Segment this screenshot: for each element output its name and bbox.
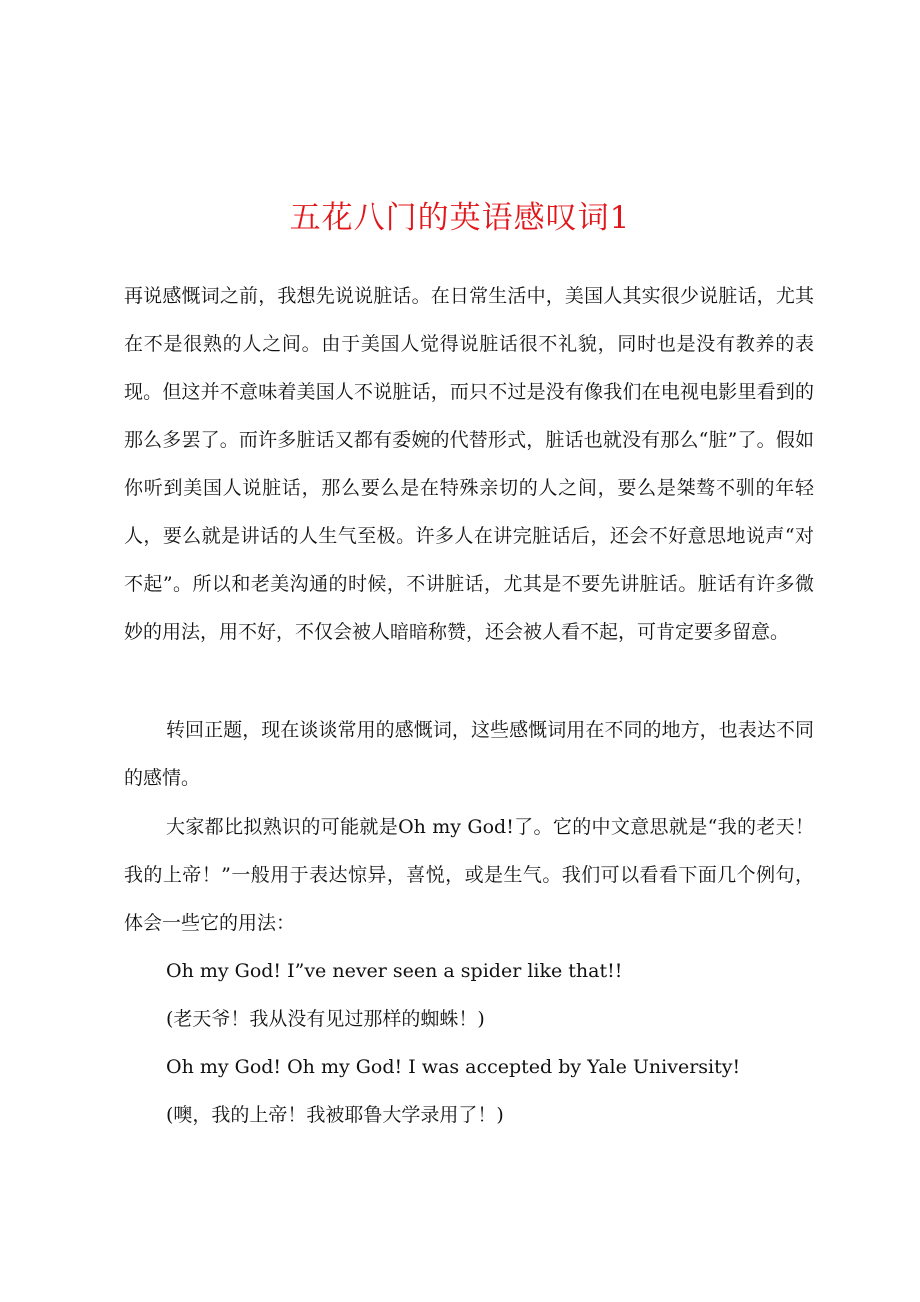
paragraph-oh-my-god: 大家都比拟熟识的可能就是Oh my God!了。它的中文意思就是“我的老天！我的上帝！”一般用于表达惊异，喜悦，或是生气。我们可以看看下面几个例句，体会一些它的用法： — [124, 816, 814, 934]
paragraph-intro: 再说感慨词之前，我想先说说脏话。在日常生活中，美国人其实很少说脏话，尤其在不是很熟的人之间。由于美国人觉得说脏话很不礼貌，同时也是没有教养的表现。但这并不意味着美国人不说脏话，而只不过是没有像我们在电视电影里看到的那么多罢了。而许多脏话又都有委婉的代替形式，脏话也就没有那么“脏”了。假如你听到美国人说脏话，那么要么是在特殊亲切的人之间，要么是桀骜不驯的年轻人，要么就是讲话的人生气至极。许多人在讲完脏话后，还会不好意思地说声“对不起”。所以和老美沟通的时候，不讲脏话，尤其是不要先讲脏话。脏话有许多微妙的用法，用不好，不仅会被人暗暗称赞，还会被人看不起，可肯定要多留意。 — [124, 285, 814, 643]
example-sentence-english: Oh my God! I”ve never seen a spider like that!! — [166, 960, 623, 982]
example-sentence-translation: (老天爷！我从没有见过那样的蜘蛛！) — [166, 1008, 485, 1030]
paragraph-topic: 转回正题，现在谈谈常用的感慨词，这些感慨词用在不同的地方，也表达不同的感情。 — [124, 719, 814, 789]
example-sentence-translation: (噢，我的上帝！我被耶鲁大学录用了！) — [166, 1104, 504, 1126]
example-sentence-english: Oh my God! Oh my God! I was accepted by Yale University! — [166, 1056, 741, 1078]
document-title: 五花八门的英语感叹词1 — [289, 200, 631, 236]
